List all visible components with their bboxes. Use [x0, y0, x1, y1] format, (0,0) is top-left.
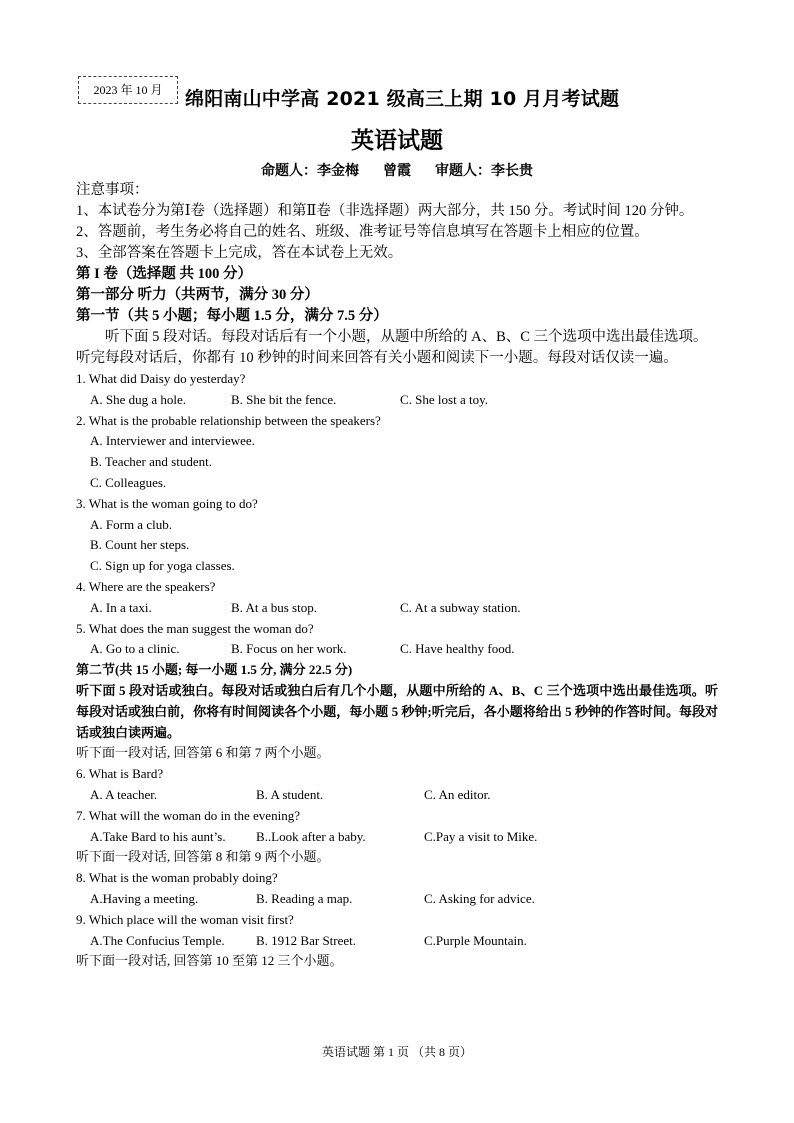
option-c: C. Have healthy food. — [400, 641, 515, 657]
exam-title: 绵阳南山中学高 2021 级高三上期 10 月月考试题 — [185, 88, 620, 110]
question-8-options — [76, 889, 718, 910]
option-b: B. Teacher and student. — [90, 454, 212, 470]
question-3: 3. What is the woman going to do? — [76, 495, 258, 511]
option-c: C.Pay a visit to Mike. — [424, 828, 538, 844]
option-a: A.The Confucius Temple. — [90, 932, 225, 948]
listening-lead: 听下面一段对话, 回答第 8 和第 9 两个小题。 — [76, 849, 330, 865]
section2-heading: 第二节(共 15 小题; 每一小题 1.5 分, 满分 22.5 分) — [76, 662, 353, 678]
question-4: 4. Where are the speakers? — [76, 578, 216, 594]
subject-title: 英语试题 — [351, 128, 443, 154]
option-b: B..Look after a baby. — [256, 828, 366, 844]
option-a: A. Go to a clinic. — [90, 641, 180, 657]
note-item: 1、本试卷分为第Ⅰ卷（选择题）和第Ⅱ卷（非选择题）两大部分，共 150 分。考试时间 120 分钟。 — [76, 203, 694, 219]
setter-1: 命题人：李金梅 — [261, 164, 359, 179]
option-a: A.Having a meeting. — [90, 890, 199, 906]
option-b: B. At a bus stop. — [231, 599, 317, 615]
exam-content — [76, 180, 718, 972]
option-b: B. Count her steps. — [90, 537, 190, 553]
option-a: A. In a taxi. — [90, 599, 152, 615]
option-b: B. Reading a map. — [256, 890, 353, 906]
page-footer: 英语试题 第 1 页 （共 8 页） — [321, 1045, 472, 1059]
section-instruction: 听下面 5 段对话。每段对话后有一个小题，从题中所给的 A、B、C 三个选项中选出最佳选项。听完每段对话后，你都有 10 秒钟的时间来回答有关小题和阅读下一小题。每段对话仅读一遍。 — [76, 329, 708, 366]
question-9-options — [76, 931, 718, 952]
setter-2: 曾霞 — [383, 164, 411, 179]
option-c: C. Sign up for yoga classes. — [90, 558, 235, 574]
option-a: A. A teacher. — [90, 786, 158, 802]
authors-line — [0, 160, 794, 180]
option-b: B. 1912 Bar Street. — [256, 932, 357, 948]
section2-instruction: 听下面 5 段对话或独白。每段对话或独白后有几个小题，从题中所给的 A、B、C 三个选项中选出最佳选项。听每段对话或独白前，你将有时间阅读各个小题，每小题 5 秒钟;听完后，各小题将给出 5 秒钟的作答时间。每段对话或独白读两遍。 — [76, 682, 718, 740]
option-c: C. Colleagues. — [90, 474, 167, 490]
option-a: A. Interviewer and interviewee. — [90, 433, 255, 449]
option-c: C. Asking for advice. — [424, 890, 535, 906]
notes-heading: 注意事项： — [76, 182, 149, 198]
date-box: 2023 年 10 月 — [78, 76, 178, 104]
option-c: C. At a subway station. — [400, 599, 521, 615]
listening-lead: 听下面一段对话, 回答第 6 和第 7 两个小题。 — [76, 745, 330, 761]
question-9: 9. Which place will the woman visit first? — [76, 911, 294, 927]
question-1-options — [76, 390, 718, 411]
option-c: C.Purple Mountain. — [424, 932, 527, 948]
section-heading: 第一节（共 5 小题；每小题 1.5 分，满分 7.5 分） — [76, 308, 388, 324]
part-heading: 第一部分 听力（共两节，满分 30 分） — [76, 287, 319, 303]
question-4-options — [76, 598, 718, 619]
option-b: B. She bit the fence. — [231, 391, 337, 407]
question-5-options — [76, 639, 718, 660]
note-item: 3、全部答案在答题卡上完成，答在本试卷上无效。 — [76, 245, 403, 261]
option-b: B. Focus on her work. — [231, 641, 347, 657]
option-c: C. She lost a toy. — [400, 391, 488, 407]
option-b: B. A student. — [256, 786, 324, 802]
question-6: 6. What is Bard? — [76, 766, 164, 782]
option-a: A. She dug a hole. — [90, 391, 187, 407]
question-1: 1. What did Daisy do yesterday? — [76, 371, 246, 386]
question-2: 2. What is the probable relationship between the speakers? — [76, 412, 381, 428]
option-a: A.Take Bard to his aunt’s. — [90, 828, 226, 844]
option-c: C. An editor. — [424, 786, 491, 802]
question-5: 5. What does the man suggest the woman do? — [76, 620, 314, 636]
question-6-options — [76, 785, 718, 806]
reviewer: 审题人：李长贵 — [435, 164, 533, 179]
option-a: A. Form a club. — [90, 516, 172, 532]
listening-lead: 听下面一段对话, 回答第 10 至第 12 三个小题。 — [76, 953, 343, 969]
note-item: 2、答题前，考生务必将自己的姓名、班级、准考证号等信息填写在答题卡上相应的位置。 — [76, 224, 649, 240]
volume-heading: 第 I 卷（选择题 共 100 分） — [76, 266, 253, 282]
question-7-options — [76, 827, 718, 848]
question-7: 7. What will the woman do in the evening? — [76, 807, 300, 823]
question-8: 8. What is the woman probably doing? — [76, 870, 278, 886]
